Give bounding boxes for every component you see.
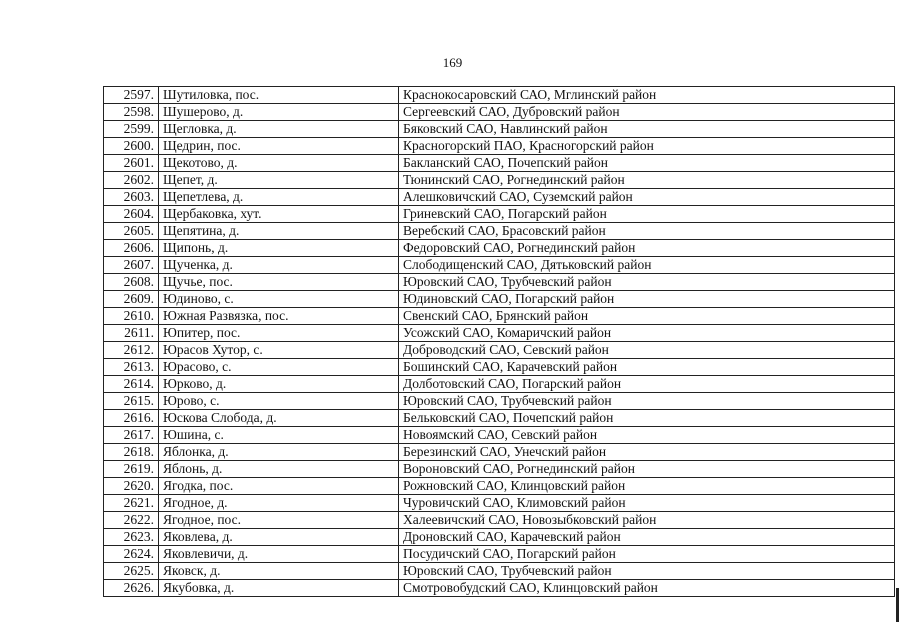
table-row bbox=[104, 104, 895, 121]
table-row bbox=[104, 546, 895, 563]
district-name: Гриневский САО, Погарский район bbox=[399, 206, 895, 223]
district-name: Смотровобудский САО, Клинцовский район bbox=[399, 580, 895, 597]
table-row bbox=[104, 223, 895, 240]
page-number: 169 bbox=[442, 55, 463, 70]
table-row bbox=[104, 529, 895, 546]
row-number: 2623. bbox=[104, 529, 159, 546]
row-number: 2612. bbox=[104, 342, 159, 359]
table-row bbox=[104, 461, 895, 478]
table-row bbox=[104, 291, 895, 308]
district-name: Чуровичский САО, Климовский район bbox=[399, 495, 895, 512]
row-number: 2620. bbox=[104, 478, 159, 495]
row-number: 2602. bbox=[104, 172, 159, 189]
settlement-name: Юдиново, с. bbox=[159, 291, 399, 308]
district-name: Федоровский САО, Рогнединский район bbox=[399, 240, 895, 257]
district-name: Юровский САО, Трубчевский район bbox=[399, 563, 895, 580]
settlement-name: Щепет, д. bbox=[159, 172, 399, 189]
table-row bbox=[104, 444, 895, 461]
row-number: 2599. bbox=[104, 121, 159, 138]
district-name: Бакланский САО, Почепский район bbox=[399, 155, 895, 172]
table-row bbox=[104, 308, 895, 325]
table-row bbox=[104, 563, 895, 580]
row-number: 2600. bbox=[104, 138, 159, 155]
table-row bbox=[104, 495, 895, 512]
row-number: 2619. bbox=[104, 461, 159, 478]
settlement-name: Юрково, д. bbox=[159, 376, 399, 393]
settlement-name: Яковлевичи, д. bbox=[159, 546, 399, 563]
settlement-name: Яблонь, д. bbox=[159, 461, 399, 478]
table-row bbox=[104, 376, 895, 393]
table-row bbox=[104, 410, 895, 427]
settlement-name: Щекотово, д. bbox=[159, 155, 399, 172]
district-name: Дроновский САО, Карачевский район bbox=[399, 529, 895, 546]
district-name: Бяковский САО, Навлинский район bbox=[399, 121, 895, 138]
district-name: Бошинский САО, Карачевский район bbox=[399, 359, 895, 376]
settlement-name: Шутиловка, пос. bbox=[159, 87, 399, 104]
table-row bbox=[104, 478, 895, 495]
district-name: Свенский САО, Брянский район bbox=[399, 308, 895, 325]
settlements-table bbox=[103, 86, 895, 597]
settlement-name: Яковлева, д. bbox=[159, 529, 399, 546]
settlement-name: Юскова Слобода, д. bbox=[159, 410, 399, 427]
settlement-name: Щербаковка, хут. bbox=[159, 206, 399, 223]
settlement-name: Юпитер, пос. bbox=[159, 325, 399, 342]
table-row bbox=[104, 325, 895, 342]
table-row bbox=[104, 257, 895, 274]
settlement-name: Ягодка, пос. bbox=[159, 478, 399, 495]
district-name: Красногорский ПАО, Красногорский район bbox=[399, 138, 895, 155]
district-name: Сергеевский САО, Дубровский район bbox=[399, 104, 895, 121]
settlement-name: Щучье, пос. bbox=[159, 274, 399, 291]
page-edge-mark bbox=[896, 588, 899, 622]
row-number: 2625. bbox=[104, 563, 159, 580]
settlement-name: Щепятина, д. bbox=[159, 223, 399, 240]
table-row bbox=[104, 121, 895, 138]
row-number: 2598. bbox=[104, 104, 159, 121]
row-number: 2608. bbox=[104, 274, 159, 291]
district-name: Тюнинский САО, Рогнединский район bbox=[399, 172, 895, 189]
settlement-name: Шушерово, д. bbox=[159, 104, 399, 121]
row-number: 2610. bbox=[104, 308, 159, 325]
row-number: 2607. bbox=[104, 257, 159, 274]
district-name: Посудичский САО, Погарский район bbox=[399, 546, 895, 563]
district-name: Халеевичский САО, Новозыбковский район bbox=[399, 512, 895, 529]
table-row bbox=[104, 393, 895, 410]
district-name: Краснокосаровский САО, Мглинский район bbox=[399, 87, 895, 104]
table-row bbox=[104, 87, 895, 104]
district-name: Вороновский САО, Рогнединский район bbox=[399, 461, 895, 478]
row-number: 2622. bbox=[104, 512, 159, 529]
settlement-name: Юрово, с. bbox=[159, 393, 399, 410]
district-name: Усожский САО, Комаричский район bbox=[399, 325, 895, 342]
settlement-name: Щедрин, пос. bbox=[159, 138, 399, 155]
table-row bbox=[104, 580, 895, 597]
row-number: 2626. bbox=[104, 580, 159, 597]
table-row bbox=[104, 240, 895, 257]
row-number: 2618. bbox=[104, 444, 159, 461]
row-number: 2617. bbox=[104, 427, 159, 444]
settlement-name: Щипонь, д. bbox=[159, 240, 399, 257]
row-number: 2621. bbox=[104, 495, 159, 512]
row-number: 2615. bbox=[104, 393, 159, 410]
settlement-name: Южная Развязка, пос. bbox=[159, 308, 399, 325]
settlement-name: Ягодное, пос. bbox=[159, 512, 399, 529]
settlement-name: Юшина, с. bbox=[159, 427, 399, 444]
settlement-name: Юрасов Хутор, с. bbox=[159, 342, 399, 359]
row-number: 2611. bbox=[104, 325, 159, 342]
settlement-name: Щепетлева, д. bbox=[159, 189, 399, 206]
row-number: 2614. bbox=[104, 376, 159, 393]
settlement-name: Яблонка, д. bbox=[159, 444, 399, 461]
settlement-name: Щегловка, д. bbox=[159, 121, 399, 138]
table-row bbox=[104, 359, 895, 376]
row-number: 2597. bbox=[104, 87, 159, 104]
table-row bbox=[104, 155, 895, 172]
district-name: Долботовский САО, Погарский район bbox=[399, 376, 895, 393]
table-row bbox=[104, 342, 895, 359]
table-row bbox=[104, 427, 895, 444]
district-name: Доброводский САО, Севский район bbox=[399, 342, 895, 359]
table-row bbox=[104, 138, 895, 155]
table-row bbox=[104, 172, 895, 189]
row-number: 2601. bbox=[104, 155, 159, 172]
row-number: 2624. bbox=[104, 546, 159, 563]
row-number: 2616. bbox=[104, 410, 159, 427]
table-row bbox=[104, 512, 895, 529]
settlement-name: Якубовка, д. bbox=[159, 580, 399, 597]
district-name: Юдиновский САО, Погарский район bbox=[399, 291, 895, 308]
district-name: Юровский САО, Трубчевский район bbox=[399, 274, 895, 291]
settlements-table-body bbox=[104, 87, 895, 597]
row-number: 2609. bbox=[104, 291, 159, 308]
row-number: 2606. bbox=[104, 240, 159, 257]
district-name: Веребский САО, Брасовский район bbox=[399, 223, 895, 240]
table-row bbox=[104, 274, 895, 291]
district-name: Алешковичский САО, Суземский район bbox=[399, 189, 895, 206]
settlement-name: Юрасово, с. bbox=[159, 359, 399, 376]
row-number: 2604. bbox=[104, 206, 159, 223]
district-name: Бельковский САО, Почепский район bbox=[399, 410, 895, 427]
district-name: Слободищенский САО, Дятьковский район bbox=[399, 257, 895, 274]
district-name: Рожновский САО, Клинцовский район bbox=[399, 478, 895, 495]
settlement-name: Щученка, д. bbox=[159, 257, 399, 274]
settlement-name: Яковск, д. bbox=[159, 563, 399, 580]
row-number: 2613. bbox=[104, 359, 159, 376]
table-row bbox=[104, 189, 895, 206]
district-name: Новоямский САО, Севский район bbox=[399, 427, 895, 444]
row-number: 2603. bbox=[104, 189, 159, 206]
district-name: Березинский САО, Унечский район bbox=[399, 444, 895, 461]
settlement-name: Ягодное, д. bbox=[159, 495, 399, 512]
district-name: Юровский САО, Трубчевский район bbox=[399, 393, 895, 410]
row-number: 2605. bbox=[104, 223, 159, 240]
table-row bbox=[104, 206, 895, 223]
